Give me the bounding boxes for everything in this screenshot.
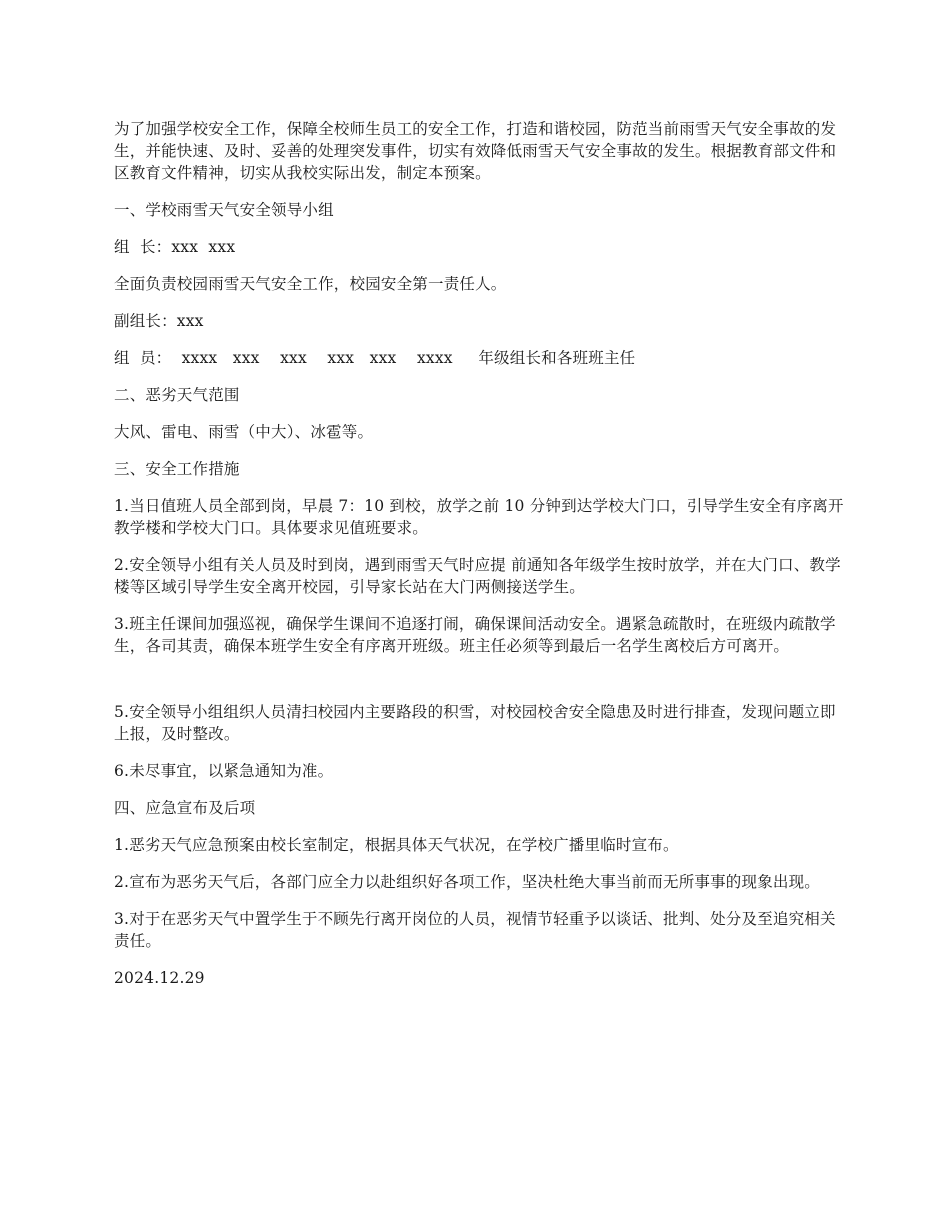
section4-heading: 四、应急宣布及后项 <box>114 799 256 817</box>
document-date: 2024.12.29 <box>114 969 205 987</box>
measure-5: 5.安全领导小组组织人员清扫校园内主要路段的积雪，对校园校舍安全隐患及时进行排查，发现问题立即上报，及时整改。 <box>114 703 836 743</box>
leader-line: 组 长：xxx xxx <box>114 238 236 256</box>
measure-6: 6.未尽事宜，以紧急通知为准。 <box>114 762 334 780</box>
intro-paragraph: 为了加强学校安全工作，保障全校师生员工的安全工作，打造和谐校园，防范当前雨雪天气安全事故的发生，并能快速、及时、妥善的处理突发事件，切实有效降低雨雪天气安全事故的发生。根据教育部文件和区教育文件精神，切实从我校实际出发，制定本预案。 <box>114 120 837 182</box>
document-page <box>114 118 844 989</box>
item-2: 2.宣布为恶劣天气后，各部门应全力以赴组织好各项工作，坚决杜绝大事当前而无所事事的现象出现。 <box>114 873 820 891</box>
section1-heading: 一、学校雨雪天气安全领导小组 <box>114 201 334 219</box>
measure-2: 2.安全领导小组有关人员及时到岗，遇到雨雪天气时应提 前通知各年级学生按时放学，并在大门口、教学楼等区域引导学生安全离开校园，引导家长站在大门两侧接送学生。 <box>114 556 841 596</box>
section2-heading: 二、恶劣天气范围 <box>114 386 240 404</box>
item-1: 1.恶劣天气应急预案由校长室制定，根据具体天气状况，在学校广播里临时宣布。 <box>114 836 679 854</box>
leader-duty: 全面负责校园雨雪天气安全工作，校园安全第一责任人。 <box>114 275 507 293</box>
measure-1: 1.当日值班人员全部到岗，早晨 7：10 到校，放学之前 10 分钟到达学校大门口，引导学生安全有序离开教学楼和学校大门口。具体要求见值班要求。 <box>114 497 844 537</box>
weather-types: 大风、雷电、雨雪（中大）、冰雹等。 <box>114 423 374 441</box>
section3-heading: 三、安全工作措施 <box>114 460 240 478</box>
measure-3: 3.班主任课间加强巡视，确保学生课间不追逐打闹，确保课间活动安全。遇紧急疏散时，在班级内疏散学生，各司其责，确保本班学生安全有序离开班级。班主任必须等到最后一名学生离校后方可离开。 <box>114 615 836 655</box>
members-line: 组 员： xxxx xxx xxx xxx xxx xxxx 年级组长和各班班主任 <box>114 349 636 367</box>
deputy-line: 副组长：xxx <box>114 312 204 330</box>
item-3: 3.对于在恶劣天气中置学生于不顾先行离开岗位的人员，视情节轻重予以谈话、批判、处分及至追究相关责任。 <box>114 910 836 950</box>
